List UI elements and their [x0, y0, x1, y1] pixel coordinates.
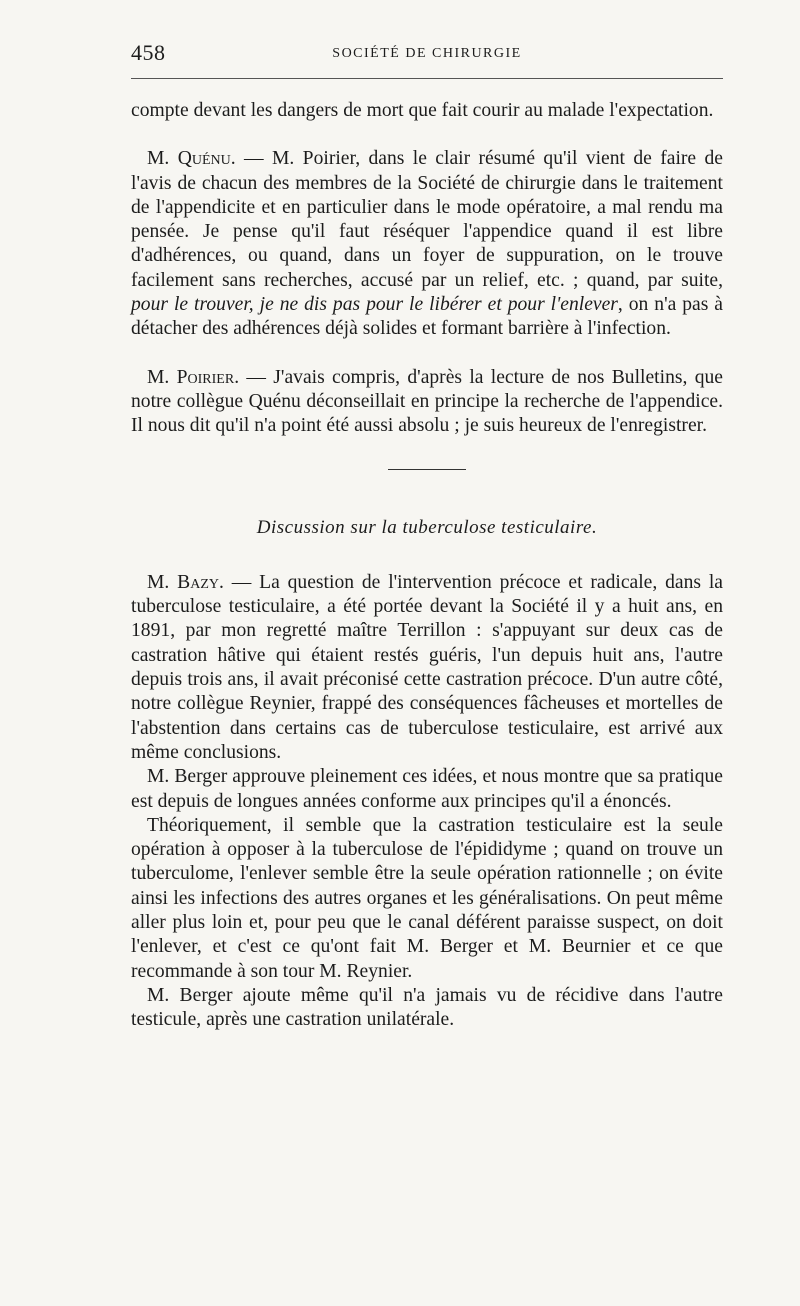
- paragraph-bazy: [131, 571, 723, 765]
- speaker-name: M. Bazy.: [147, 571, 224, 593]
- paragraph-text: — La question de l'intervention précoce et radicale, dans la tuberculose testiculaire, a été portée devant la Société il y a huit ans, en 1891, par mon regretté maître Terrillon : s'appuyant sur deux cas de castration hâtive qui étaient restés guéris, l'un depuis huit ans, l'autre depuis trois ans, il avait préconisé cette castration précoce. D'un autre côté, notre collègue Reynier, frappé des conséquences fâcheuses et mortelles de l'abstention dans certains cas de tuberculose testiculaire, est arrivé aux même conclusions.: [131, 571, 723, 763]
- section-separator: [388, 469, 466, 470]
- paragraph-theoretically: Théoriquement, il semble que la castration testiculaire est la seule opération à opposer à la tuberculose de l'épididyme ; quand on trouve un tuberculome, l'enlever semble être la seule opération rationnelle ; on évite ainsi les infections des autres organes et les généralisations. On peut même aller plus loin et, pour peu que le canal déférent paraisse suspect, on doit l'enlever, et c'est ce qu'ont fait M. Berger et M. Beurnier et ce que recommande à son tour M. Reynier.: [131, 814, 723, 982]
- italic-phrase: pour le trouver, je ne dis pas pour le libérer et pour l'enlever: [131, 294, 618, 316]
- paragraph-poirier: [131, 366, 723, 439]
- speaker-name: M. Poirier.: [147, 366, 240, 388]
- body-text: [131, 99, 723, 1033]
- paragraph-text: — M. Poirier, dans le clair résumé qu'il vient de faire de l'avis de chacun des membres de la Société de chirurgie dans le traitement de l'appendicite et en particulier dans le mode opératoire, a mal rendu ma pensée. Je pense qu'il faut réséquer l'appendice quand il est libre d'adhérences, ou quand, dans un foyer de suppuration, on le trouve facilement sans recherches, accusé par un relief, etc. ; quand, par suite,: [131, 148, 723, 291]
- header-rule: [131, 78, 723, 79]
- paragraph-text: , on n'a pas à détacher des adhérences déjà solides et formant barrière à l'infection.: [131, 294, 723, 340]
- section-title: Discussion sur la tuberculose testiculaire.: [256, 516, 598, 538]
- running-title: SOCIÉTÉ DE CHIRURGIE: [332, 46, 522, 61]
- speaker-name: M. Quénu.: [147, 148, 236, 170]
- paragraph-text: — J'avais compris, d'après la lecture de nos Bulletins, que notre collègue Quénu déconseillait en principe la recherche de l'appendice. Il nous dit qu'il n'a point été aussi absolu ; je suis heureux de l'enregistrer.: [131, 366, 723, 437]
- paragraph-berger-recidive: M. Berger ajoute même qu'il n'a jamais vu de récidive dans l'autre testicule, après une castration unilatérale.: [131, 984, 723, 1031]
- page-header: [131, 40, 723, 70]
- paragraph-quenu: [131, 147, 723, 341]
- paragraph-berger: M. Berger approuve pleinement ces idées, et nous montre que sa pratique est depuis de longues années conforme aux principes qu'il a énoncés.: [131, 766, 723, 812]
- paragraph-continuation: compte devant les dangers de mort que fait courir au malade l'expectation.: [131, 100, 714, 121]
- page-number: 458: [131, 40, 166, 65]
